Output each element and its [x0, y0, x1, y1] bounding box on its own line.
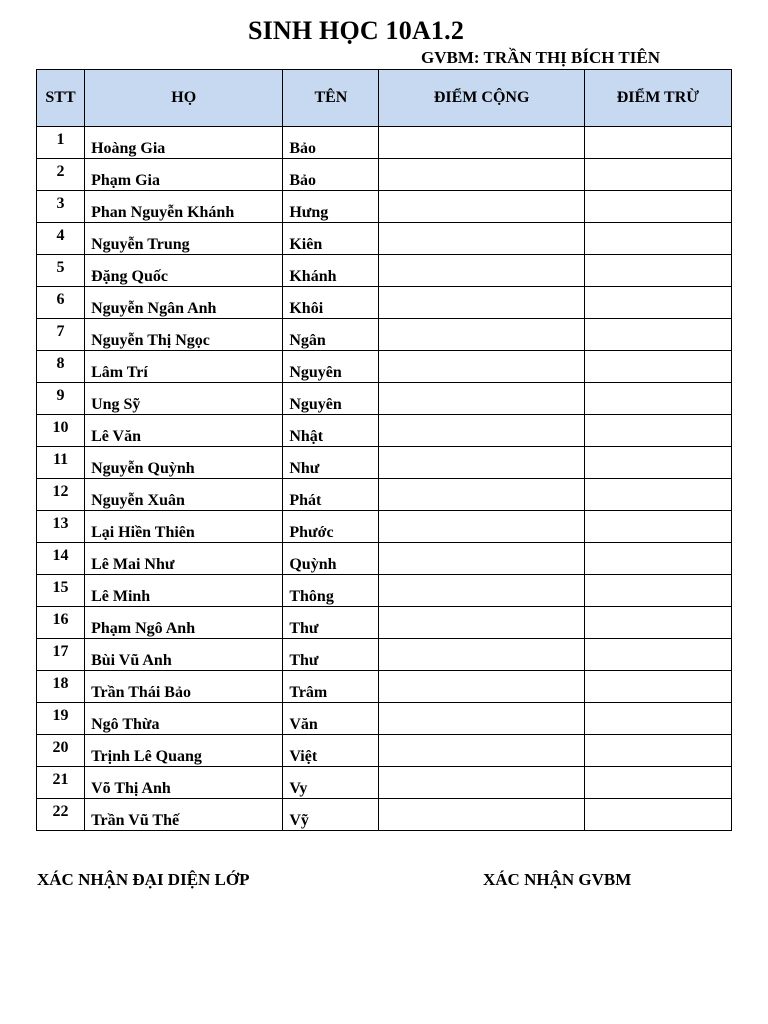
stt-cell: 17: [37, 639, 85, 671]
table-row: [37, 767, 732, 799]
table-row: [37, 127, 732, 159]
surname-cell: Lê Mai Như: [85, 543, 283, 575]
stt-cell: 6: [37, 287, 85, 319]
given-name-cell: Bảo: [283, 127, 379, 159]
table-row: [37, 575, 732, 607]
table-row: [37, 607, 732, 639]
bonus-points-cell[interactable]: [379, 543, 584, 575]
bonus-points-cell[interactable]: [379, 511, 584, 543]
deduction-points-cell[interactable]: [584, 159, 731, 191]
class-rep-confirmation: XÁC NHẬN ĐẠI DIỆN LỚP: [37, 870, 250, 889]
surname-cell: Trịnh Lê Quang: [85, 735, 283, 767]
header-ho: HỌ: [85, 70, 283, 127]
surname-cell: Lê Văn: [85, 415, 283, 447]
surname-cell: Bùi Vũ Anh: [85, 639, 283, 671]
header-diem-tru: ĐIỂM TRỪ: [584, 70, 731, 127]
bonus-points-cell[interactable]: [379, 223, 584, 255]
deduction-points-cell[interactable]: [584, 511, 731, 543]
surname-cell: Hoàng Gia: [85, 127, 283, 159]
given-name-cell: Nguyên: [283, 383, 379, 415]
surname-cell: Nguyễn Ngân Anh: [85, 287, 283, 319]
teacher-confirmation: XÁC NHẬN GVBM: [483, 870, 632, 889]
bonus-points-cell[interactable]: [379, 607, 584, 639]
deduction-points-cell[interactable]: [584, 735, 731, 767]
stt-cell: 18: [37, 671, 85, 703]
stt-cell: 8: [37, 351, 85, 383]
header-diem-cong: ĐIỂM CỘNG: [379, 70, 584, 127]
given-name-cell: Nguyên: [283, 351, 379, 383]
surname-cell: Nguyễn Trung: [85, 223, 283, 255]
surname-cell: Lâm Trí: [85, 351, 283, 383]
deduction-points-cell[interactable]: [584, 479, 731, 511]
bonus-points-cell[interactable]: [379, 447, 584, 479]
deduction-points-cell[interactable]: [584, 767, 731, 799]
roster-body: [37, 127, 732, 831]
given-name-cell: Vỹ: [283, 799, 379, 831]
stt-cell: 13: [37, 511, 85, 543]
bonus-points-cell[interactable]: [379, 575, 584, 607]
given-name-cell: Phước: [283, 511, 379, 543]
given-name-cell: Hưng: [283, 191, 379, 223]
deduction-points-cell[interactable]: [584, 255, 731, 287]
bonus-points-cell[interactable]: [379, 351, 584, 383]
stt-cell: 9: [37, 383, 85, 415]
table-row: [37, 671, 732, 703]
teacher-name: GVBM: TRẦN THỊ BÍCH TIÊN: [421, 48, 660, 67]
deduction-points-cell[interactable]: [584, 639, 731, 671]
table-row: [37, 511, 732, 543]
surname-cell: Phan Nguyễn Khánh: [85, 191, 283, 223]
stt-cell: 5: [37, 255, 85, 287]
header-stt: STT: [37, 70, 85, 127]
bonus-points-cell[interactable]: [379, 639, 584, 671]
surname-cell: Nguyễn Thị Ngọc: [85, 319, 283, 351]
deduction-points-cell[interactable]: [584, 543, 731, 575]
stt-cell: 15: [37, 575, 85, 607]
table-row: [37, 191, 732, 223]
surname-cell: Trần Thái Bảo: [85, 671, 283, 703]
table-row: [37, 319, 732, 351]
stt-cell: 7: [37, 319, 85, 351]
given-name-cell: Quỳnh: [283, 543, 379, 575]
surname-cell: Võ Thị Anh: [85, 767, 283, 799]
surname-cell: Nguyễn Quỳnh: [85, 447, 283, 479]
table-row: [37, 447, 732, 479]
header-ten: TÊN: [283, 70, 379, 127]
table-row: [37, 543, 732, 575]
surname-cell: Phạm Gia: [85, 159, 283, 191]
bonus-points-cell[interactable]: [379, 703, 584, 735]
given-name-cell: Vy: [283, 767, 379, 799]
deduction-points-cell[interactable]: [584, 575, 731, 607]
stt-cell: 4: [37, 223, 85, 255]
deduction-points-cell[interactable]: [584, 191, 731, 223]
table-row: [37, 159, 732, 191]
surname-cell: Phạm Ngô Anh: [85, 607, 283, 639]
surname-cell: Ung Sỹ: [85, 383, 283, 415]
given-name-cell: Phát: [283, 479, 379, 511]
deduction-points-cell[interactable]: [584, 447, 731, 479]
bonus-points-cell[interactable]: [379, 255, 584, 287]
bonus-points-cell[interactable]: [379, 159, 584, 191]
given-name-cell: Khánh: [283, 255, 379, 287]
bonus-points-cell[interactable]: [379, 415, 584, 447]
bonus-points-cell[interactable]: [379, 287, 584, 319]
stt-cell: 3: [37, 191, 85, 223]
bonus-points-cell[interactable]: [379, 127, 584, 159]
bonus-points-cell[interactable]: [379, 799, 584, 831]
deduction-points-cell[interactable]: [584, 415, 731, 447]
bonus-points-cell[interactable]: [379, 479, 584, 511]
deduction-points-cell[interactable]: [584, 127, 731, 159]
given-name-cell: Thư: [283, 639, 379, 671]
deduction-points-cell[interactable]: [584, 799, 731, 831]
stt-cell: 14: [37, 543, 85, 575]
bonus-points-cell[interactable]: [379, 383, 584, 415]
table-header-row: [37, 70, 732, 127]
given-name-cell: Bảo: [283, 159, 379, 191]
surname-cell: Đặng Quốc: [85, 255, 283, 287]
stt-cell: 20: [37, 735, 85, 767]
deduction-points-cell[interactable]: [584, 351, 731, 383]
table-row: [37, 223, 732, 255]
stt-cell: 16: [37, 607, 85, 639]
stt-cell: 10: [37, 415, 85, 447]
stt-cell: 22: [37, 799, 85, 831]
student-roster-table: [36, 69, 732, 831]
table-row: [37, 735, 732, 767]
given-name-cell: Kiên: [283, 223, 379, 255]
bonus-points-cell[interactable]: [379, 319, 584, 351]
given-name-cell: Ngân: [283, 319, 379, 351]
given-name-cell: Như: [283, 447, 379, 479]
bonus-points-cell[interactable]: [379, 191, 584, 223]
table-row: [37, 383, 732, 415]
deduction-points-cell[interactable]: [584, 383, 731, 415]
table-row: [37, 255, 732, 287]
table-row: [37, 415, 732, 447]
given-name-cell: Trâm: [283, 671, 379, 703]
bonus-points-cell[interactable]: [379, 671, 584, 703]
stt-cell: 12: [37, 479, 85, 511]
surname-cell: Lê Minh: [85, 575, 283, 607]
bonus-points-cell[interactable]: [379, 735, 584, 767]
deduction-points-cell[interactable]: [584, 607, 731, 639]
surname-cell: Nguyễn Xuân: [85, 479, 283, 511]
deduction-points-cell[interactable]: [584, 671, 731, 703]
stt-cell: 19: [37, 703, 85, 735]
deduction-points-cell[interactable]: [584, 223, 731, 255]
table-row: [37, 479, 732, 511]
deduction-points-cell[interactable]: [584, 319, 731, 351]
table-row: [37, 799, 732, 831]
table-row: [37, 639, 732, 671]
deduction-points-cell[interactable]: [584, 703, 731, 735]
table-row: [37, 351, 732, 383]
given-name-cell: Nhật: [283, 415, 379, 447]
deduction-points-cell[interactable]: [584, 287, 731, 319]
page-title: SINH HỌC 10A1.2: [247, 16, 465, 45]
given-name-cell: Văn: [283, 703, 379, 735]
given-name-cell: Khôi: [283, 287, 379, 319]
bonus-points-cell[interactable]: [379, 767, 584, 799]
given-name-cell: Thông: [283, 575, 379, 607]
table-row: [37, 703, 732, 735]
given-name-cell: Thư: [283, 607, 379, 639]
table-row: [37, 287, 732, 319]
surname-cell: Ngô Thừa: [85, 703, 283, 735]
stt-cell: 2: [37, 159, 85, 191]
surname-cell: Trần Vũ Thế: [85, 799, 283, 831]
stt-cell: 11: [37, 447, 85, 479]
stt-cell: 21: [37, 767, 85, 799]
surname-cell: Lại Hiền Thiên: [85, 511, 283, 543]
stt-cell: 1: [37, 127, 85, 159]
given-name-cell: Việt: [283, 735, 379, 767]
